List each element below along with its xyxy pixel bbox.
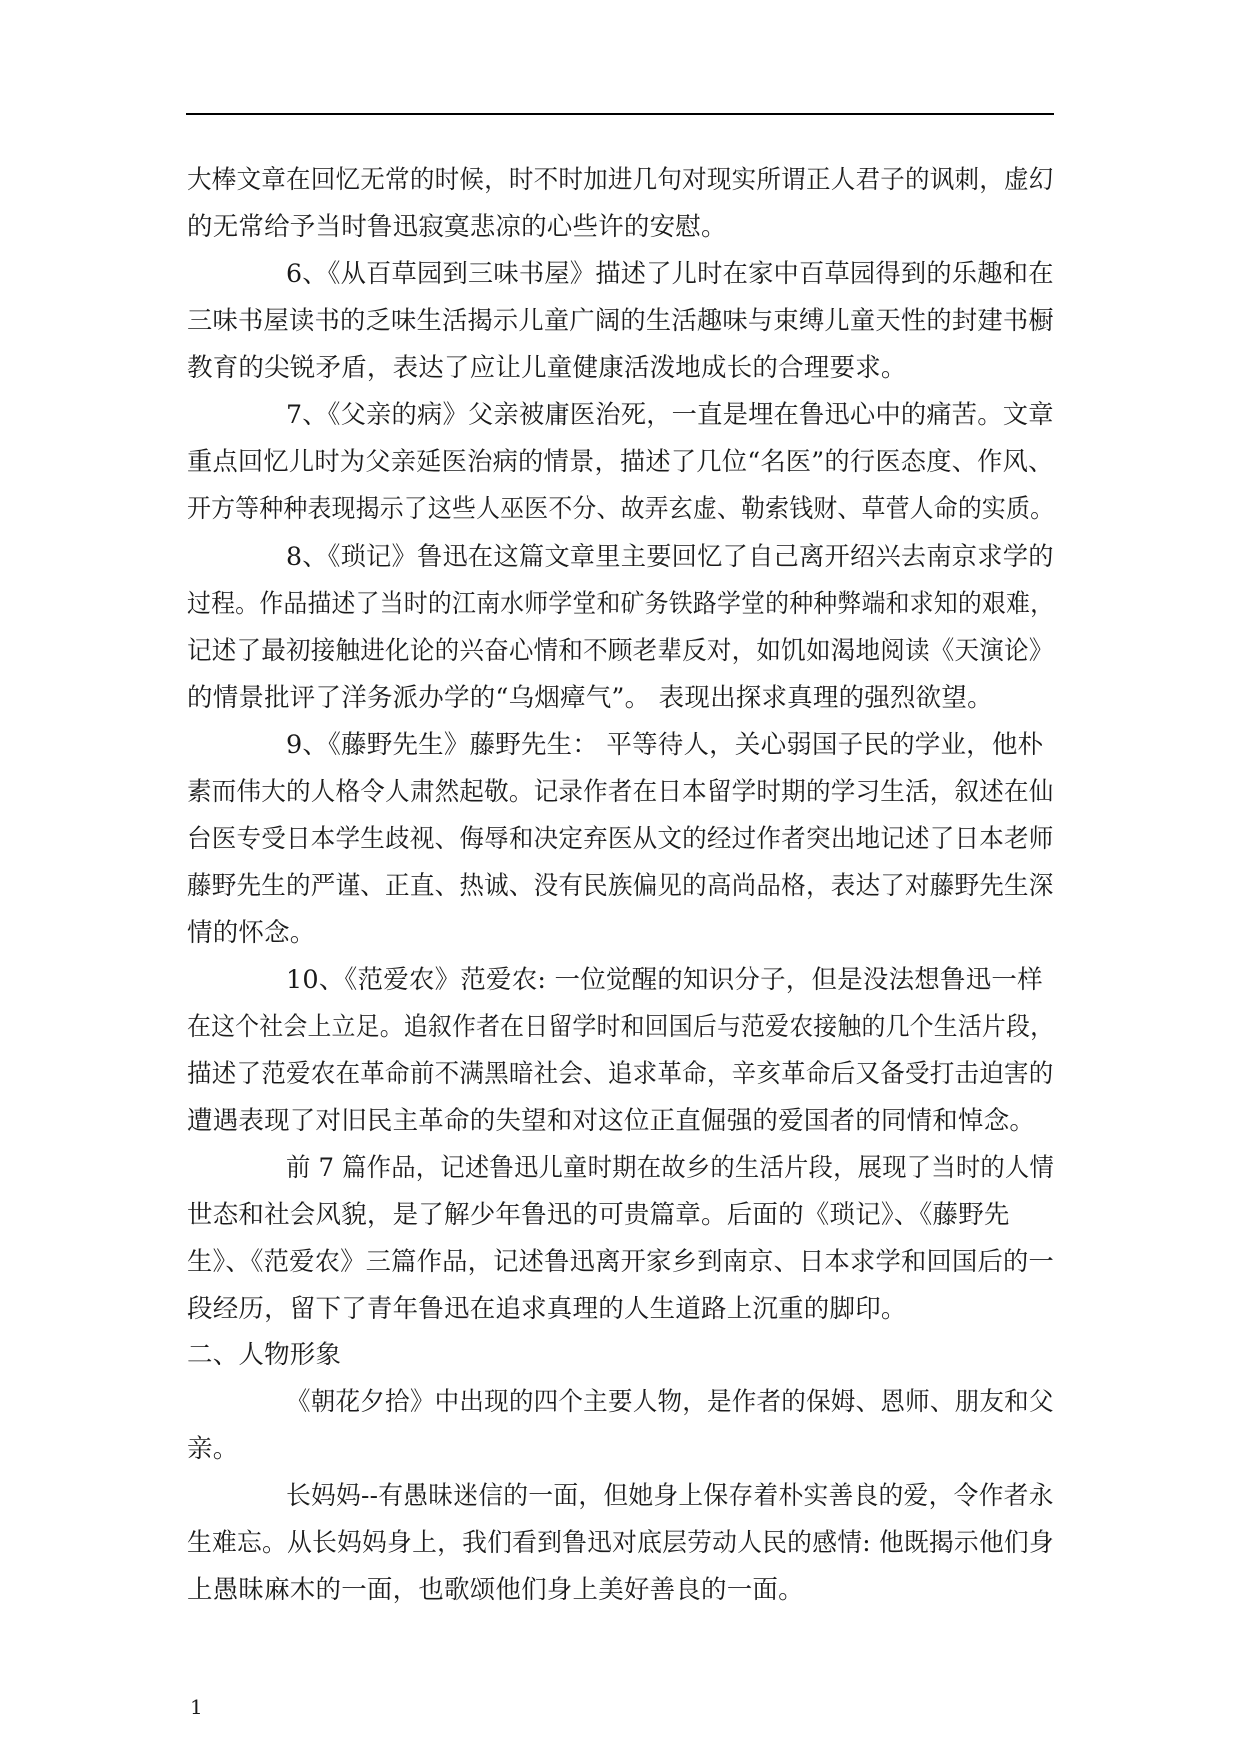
text-line: 亲。 bbox=[187, 1434, 239, 1464]
text-line: 世态和社会风貌，是了解少年鲁迅的可贵篇章。后面的《琐记》、《藤野先 bbox=[187, 1200, 1010, 1230]
text-line: 情的怀念。 bbox=[187, 918, 316, 948]
text-line: 的情景批评了洋务派办学的“乌烟瘴气”。 表现出探求真理的强烈欲望。 bbox=[187, 683, 993, 713]
text-line: 遭遇表现了对旧民主革命的失望和对这位正直倔强的爱国者的同情和悼念。 bbox=[187, 1106, 1036, 1136]
text-line: 生难忘。从长妈妈身上，我们看到鲁迅对底层劳动人民的感情: 他既揭示他们身 bbox=[187, 1528, 1054, 1558]
text-line: 6、《从百草园到三味书屋》描述了儿时在家中百草园得到的乐趣和在 bbox=[286, 259, 1054, 289]
text-line: 8、《琐记》鲁迅在这篇文章里主要回忆了自己离开绍兴去南京求学的 bbox=[286, 542, 1054, 572]
text-line: 教育的尖锐矛盾，表达了应让儿童健康活泼地成长的合理要求。 bbox=[187, 353, 907, 383]
text-line: 上愚昧麻木的一面，也歌颂他们身上美好善良的一面。 bbox=[187, 1575, 804, 1605]
text-line: 段经历，留下了青年鲁迅在追求真理的人生道路上沉重的脚印。 bbox=[187, 1294, 907, 1324]
text-line: 在这个社会上立足。追叙作者在日留学时和回国后与范爱农接触的几个生活片段， bbox=[187, 1012, 1055, 1042]
header-rule bbox=[186, 113, 1054, 115]
text-line: 描述了范爱农在革命前不满黑暗社会、追求革命，辛亥革命后又备受打击迫害的 bbox=[187, 1059, 1054, 1089]
text-line: 素而伟大的人格令人肃然起敬。记录作者在日本留学时期的学习生活，叙述在仙 bbox=[187, 777, 1054, 807]
text-line: 台医专受日本学生歧视、侮辱和决定弃医从文的经过作者突出地记述了日本老师 bbox=[187, 824, 1054, 854]
text-line: 7、《父亲的病》父亲被庸医治死，一直是埋在鲁迅心中的痛苦。文章 bbox=[286, 400, 1054, 430]
section-heading: 二、人物形象 bbox=[187, 1340, 342, 1370]
text-line: 过程。作品描述了当时的江南水师学堂和矿务铁路学堂的种种弊端和求知的艰难， bbox=[187, 589, 1055, 619]
text-line: 重点回忆儿时为父亲延医治病的情景，描述了几位“名医”的行医态度、作风、 bbox=[187, 447, 1054, 477]
text-line: 记述了最初接触进化论的兴奋心情和不顾老辈反对，如饥如渴地阅读《天演论》 bbox=[187, 636, 1054, 666]
text-line: 9、《藤野先生》藤野先生： 平等待人，关心弱国子民的学业，他朴 bbox=[286, 730, 1044, 760]
text-line: 开方等种种表现揭示了这些人巫医不分、故弄玄虚、勒索钱财、草菅人命的实质。 bbox=[187, 494, 1055, 524]
text-line: 的无常给予当时鲁迅寂寞悲凉的心些许的安慰。 bbox=[187, 212, 727, 242]
page-number: 1 bbox=[190, 1695, 203, 1719]
text-line: 10、《范爱农》范爱农: 一位觉醒的知识分子，但是没法想鲁迅一样 bbox=[286, 965, 1043, 995]
text-line: 大棒文章在回忆无常的时候，时不时加进几句对现实所谓正人君子的讽刺，虚幻 bbox=[187, 165, 1054, 195]
text-line: 《朝花夕拾》中出现的四个主要人物，是作者的保姆、恩师、朋友和父 bbox=[286, 1387, 1054, 1417]
text-line: 前 7 篇作品，记述鲁迅儿童时期在故乡的生活片段，展现了当时的人情 bbox=[286, 1153, 1055, 1183]
text-line: 生》、《范爱农》三篇作品，记述鲁迅离开家乡到南京、日本求学和回国后的一 bbox=[187, 1247, 1055, 1277]
text-line: 三味书屋读书的乏味生活揭示儿童广阔的生活趣味与束缚儿童天性的封建书橱 bbox=[187, 306, 1054, 336]
text-line: 长妈妈--有愚昧迷信的一面，但她身上保存着朴实善良的爱，令作者永 bbox=[286, 1481, 1054, 1511]
text-line: 藤野先生的严谨、正直、热诚、没有民族偏见的高尚品格，表达了对藤野先生深 bbox=[187, 871, 1054, 901]
